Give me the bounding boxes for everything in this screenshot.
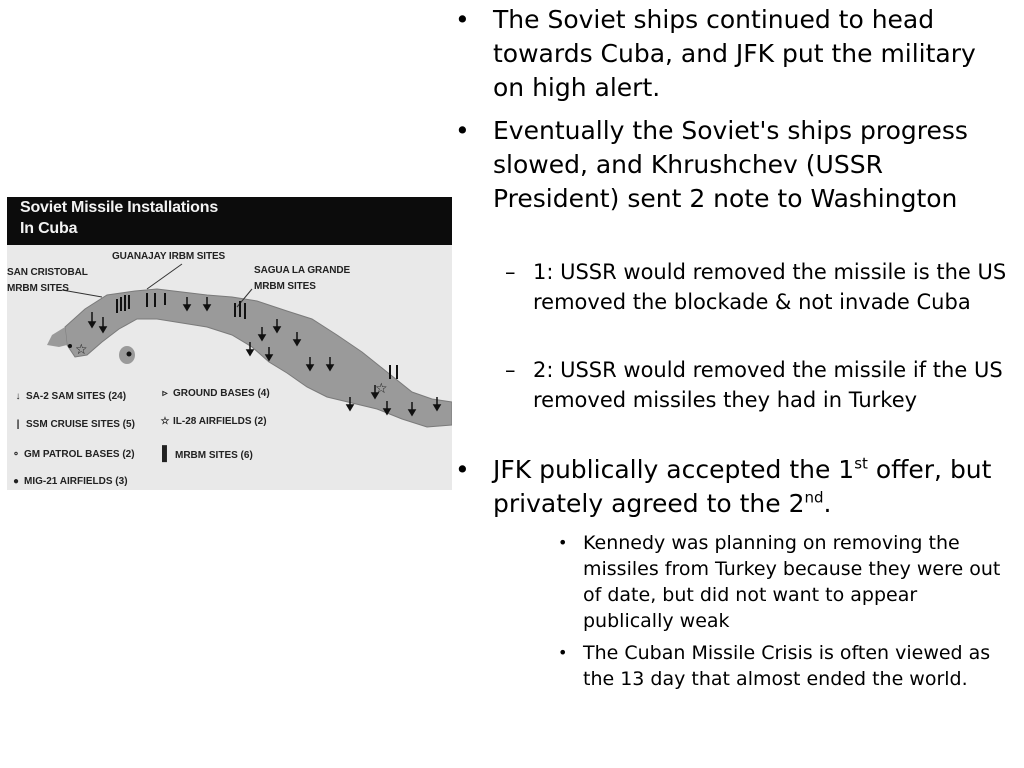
legend-mrbm: ▌ MRBM SITES (6) bbox=[162, 445, 253, 461]
legend-ssm: | SSM CRUISE SITES (5) bbox=[13, 419, 135, 430]
bullet-dot-icon: • bbox=[455, 455, 470, 484]
small-dot-icon: • bbox=[558, 533, 568, 552]
label-san-cristobal-1: SAN CRISTOBAL bbox=[7, 267, 88, 278]
label-sagua-2: MRBM SITES bbox=[254, 281, 316, 292]
small-dot-icon: • bbox=[558, 643, 568, 662]
legend-il28: ☆ IL-28 AIRFIELDS (2) bbox=[160, 416, 267, 427]
legend-gm: ∘ GM PATROL BASES (2) bbox=[12, 449, 135, 460]
label-guanajay: GUANAJAY IRBM SITES bbox=[112, 251, 226, 262]
ground-triangle-icon: ▹ bbox=[162, 388, 168, 399]
sub-bullet-1-text: 1: USSR would removed the missile is the US removed the blockade & not invade Cuba bbox=[533, 260, 1007, 314]
dash-icon: – bbox=[505, 358, 516, 382]
legend-sa2: ↓ SA-2 SAM SITES (24) bbox=[13, 391, 126, 402]
label-sagua-1: SAGUA LA GRANDE bbox=[254, 265, 351, 276]
il28-star-icon: ☆ bbox=[160, 416, 170, 427]
tertiary-bullet-2-text: The Cuban Missile Crisis is often viewed as the 13 day that almost ended the world. bbox=[583, 642, 991, 690]
mrbm-bar-icon: ▌ bbox=[162, 445, 172, 461]
bullet-dot-icon: • bbox=[455, 116, 470, 145]
svg-text:☆: ☆ bbox=[75, 342, 88, 358]
cuba-missile-map bbox=[7, 197, 452, 490]
tertiary-bullet-1-text: Kennedy was planning on removing the missiles from Turkey because they were out of date, but did not want to appear publically weak bbox=[583, 532, 1001, 632]
legend-mig: ● MIG-21 AIRFIELDS (3) bbox=[12, 476, 128, 487]
map-title-line2: In Cuba bbox=[20, 220, 78, 237]
sub-bullet-2-text: 2: USSR would removed the missile if the US removed missiles they had in Turkey bbox=[533, 358, 1003, 412]
mig-dot-icon: ● bbox=[12, 476, 20, 487]
bullet-3-text: JFK publically accepted the 1st offer, but privately agreed to the 2nd. bbox=[493, 454, 992, 518]
ssm-bar-icon: | bbox=[16, 419, 20, 430]
dash-icon: – bbox=[505, 260, 516, 284]
bullet-2-text: Eventually the Soviet's ships progress slowed, and Khrushchev (USSR President) sent 2 note to Washington bbox=[493, 116, 968, 213]
svg-text:☆: ☆ bbox=[375, 381, 388, 397]
label-san-cristobal-2: MRBM SITES bbox=[7, 283, 69, 294]
gm-dot-icon: ∘ bbox=[12, 449, 20, 460]
bullet-dot-icon: • bbox=[455, 5, 470, 34]
sa2-arrow-icon: ↓ bbox=[15, 391, 21, 402]
bullet-1-text: The Soviet ships continued to head towards Cuba, and JFK put the military on high alert. bbox=[493, 5, 976, 102]
map-title-line1: Soviet Missile Installations bbox=[20, 199, 219, 216]
legend-ground: ▹ GROUND BASES (4) bbox=[160, 388, 270, 399]
